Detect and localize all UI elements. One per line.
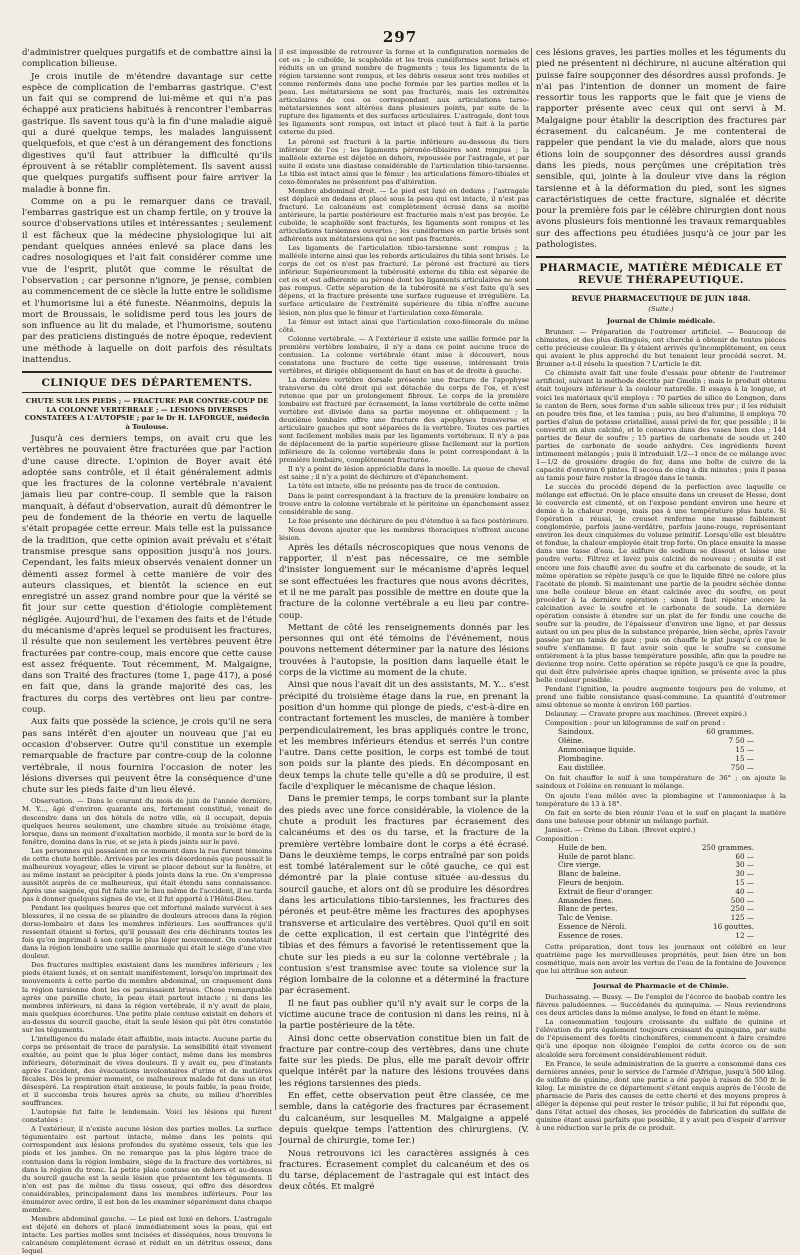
paragraph: Mettant de côté les renseignements donnés par les personnes qui ont été témoins de l'événement, nous pouvons nettement déterminer par la nature des lésions trouvées à l'autopsie, la position dans laquelle était le corps de la victime au moment de la chute. [279,622,529,679]
paragraph: Le succès du procédé dépend de la perfection avec laquelle ce mélange est effectué. On le place ensuite dans un creuset de Hesse, dont le couvercle est cimenté, et on l'expose pendant environ une heure et demie à la chaleur rouge, mais pas à une température plus haute. Si l'opération a réussi, le creuset renferme une masse faiblement conglomérée, parfois jaune-verdâtre, parfois jaune-rouge, représentant environ les deux cinquièmes du volume primitif. Lorsqu'elle est bleuâtre et fondue, la chaleur employée était trop forte. On place ensuite la masse dans une tasse d'eau. Le sulfure de sodium se dissout et laisse une poudre verte. Filtrez et lavez puis calciné de nouveau ; ensuite il est encore une fois chauffé avec du soufre et du carbonate de soude, et la même opération se répète jusqu'à ce que le liquide filtré ne colore plus l'acétate de plomb. Si maintenant une partie de la poudre séchée donne une belle couleur bleue en étant calcinée avec du soufre, on peut procéder à la dernière opération ; sinon il faut répéter encore la calcination avec le soufre et le carbonate de soude. La dernière opération consiste à étendre sur un plat de fer fondu une couche de soufre sur la poudre, de l'épaisseur d'environ une ligne, et par dessus autant ou un peu plus de la substance préparée, bien sèche, après l'avoir passée par un tamis de gaze ; puis on chauffe le plat jusqu'à ce que le soufre s'enflamme. Il faut avoir soin que le soufre se consume entièrement à la plus basse température possible, afin que la poudre ne devienne trop noire. Cette opération se répète jusqu'à ce que la poudre, qui doit être pulvérisée après chaque ignition, se présente avec la plus belle couleur possible. [536,483,786,685]
quinine-body [536,1018,786,1132]
ingredient: Saindoux. [558,727,595,737]
article-body [22,434,272,797]
ingredient: Essence de Néroli. [558,921,627,931]
observation-body [22,797,272,1255]
paragraph: Ainsi donc cette observation constitue bien un fait de fracture par contre-coup des vertèbres, dans une chute faite sur les pieds. De plus, elle me paraît devoir offrir quelque intérêt par la nature des lésions trouvées dans les régions tarsiennes des pieds. [279,1033,529,1089]
quantity: 750 — [730,762,754,772]
paragraph: La tête est intacte, elle ne présente pas de trace de contusion. [288,482,500,491]
ingredient: Talc de Venise. [558,913,613,923]
paragraph: Dans le point correspondant à la fracture de la première lombaire on trouve entre la colonne vertébrale et le péritoine un épanchement assez considérable de sang. [279,491,529,516]
paragraph: Membre abdominal gauche. — Le pied est luxé en dehors. L'astragale est déjeté en dehors et placé immédiatement sous la peau, qui est intacte. Les parties molles sont incisées et disséquées, nous trouvons le calcanéum complètement écrasé et réduit en un détritus osseux, dans lequel [22,1214,272,1255]
ingredient: Huile de ben. [558,842,607,852]
paragraph: Je crois inutile de m'étendre davantage sur cette espèce de complication de l'embarras gastrique. C'est un fait qui se comprend de lui-même et qui n'a pas échappé aux praticiens habitués à rencontrer l'embarras gastrique. Ils savent tous qu'à la fin d'une maladie aiguë qui a duré quelque temps, les malades languissent quelquefois, et que c'est à un dérangement des fonctions digestives qu'il faut attribuer la difficulté qu'ils éprouvent à se rétablir complètement. Ils savent aussi que quelques purgatifs suffisent pour faire arriver la maladie à bonne fin. [22,71,272,195]
ingredient: Eau distillée. [558,762,606,772]
conclusion-paragraph: ces lésions graves, les parties molles et les téguments du pied ne présentent ni déchirure, ni aucune altération qui puisse faire soupçonner des désordres aussi profonds. Je n'ai pas l'intention de donner un moment de faire ressortir tous les rapports que le fait que je viens de rapporter présente avec ceux qui ont servi à M. Malgaigne pour établir la description des fractures par écrasement du calcanéum. Je me contenterai de rappeler que pendant la vie du malade, alors que nous étions loin de soupçonner des désordres aussi grands dans les pieds, nous perçûmes une crépitation très sensible, qui, jointe à la douleur vive dans la région tarsienne et à la déformation du pied, sont les signes caractéristiques de cette fracture, signalée et décrite pour la première fois par le célèbre chirurgien dont nous avons plusieurs fois mentionné les travaux remarquables sur des affections peu étudiées jusqu'à ce jour par les pathologistes. [536,48,786,251]
paragraph: Le foie présente une déchirure de peu d'étendue à sa face postérieure. [288,516,530,525]
paragraph: Il ne faut pas oublier qu'il n'y avait sur le corps de la victime aucune trace de contusion ni dans les reins, ni à la partie postérieure de la tête. [279,998,529,1032]
paragraph: Ce chimiste avait fait une foule d'essais pour obtenir de l'outremer artificiel, suivant la méthode décrite par Gmelin ; mais le produit obtenu était toujours inférieur à la couleur naturelle. Il essaya à la longue, et voici les matériaux qu'il employa : 70 parties de silice de Longnon, dans le canton de Bern, sous forme d'un sable siliceux très pur ; il les réduisit en poudre très fine, et les tamisa ; puis, au lieu d'alumine, il employa 70 parties d'alun de potasse cristallisé, aussi privé de fer, que possible ; il le convertit en alun calciné, et le conserva dans des vases bien clos ; 144 parties de fleur de soufre ; 15 parties de carbonate de soude et 240 parties de carbonate de soude anhydre. Ces ingrédients furent intimement mélangés ; puis il introduisit 1/2—1 once de ce mélange avec 1—1/2 de grossière dragée de fer, dans une boîte de cuivre de la capacité d'environ 6 pintes. Il secoua de cinq à dix minutes ; puis il passa au tamis pour faire rester la dragée dans le tamis. [536,369,786,482]
paragraph: La dernière vertèbre dorsale présente une fracture de l'apophyse transverse du côté droit qui est détachée du corps de l'os, et n'est retenue que par un prolongement fibreux. Le corps de la première lombaire est fracturé par écrasement, la lame vertébrale de cette même vertèbre est divisée dans sa partie moyenne et obliquement ; la deuxième lombaire offre une fracture des apophyses transverse et articulaire gauches qui sont séparées de la vertèbre. Toutes ces parties sont facilement mobiles mais par les ligaments vertébraux. Il n'y a pas de déplacement de la partie supérieure glisse facilement sur la portion inférieure de la colonne vertébrale dans le point correspondant à la première lombaire, complètement fracturée. [279,375,529,465]
ingredient: Fleurs de benjoin. [558,878,624,887]
ingredient: Amandes fines. [558,895,614,905]
ingredient: Huile de parot blanc. [558,851,636,861]
paragraph: Dans le premier temps, le corps tombant sur la plante des pieds avec une force considérable, la violence de la chute a produit les fractures par écrasement des calcanéums et des os du tarse, et la fracture de la première vertèbre lombaire dont le corps a été écrasé. Dans le deuxième temps, le corps entraîné par son poids est tombé latéralement sur le côté gauche, ce qui est démontré par la plaie contuse située au-dessus du sourcil gauche, et alors ont dû se produire les désordres dans les articulations tibio-tarsiennes, les fractures des péronés et peut-être même les fractures des apophyses transverse et articulaire des vertèbres. Quoi qu'il en soit de cette explication, il est certain que l'intégrité des tibias et des fémurs a favorisé le retentissement que la chute sur les pieds a eu sur la colonne vertébrale ; la contusion s'est transmise avec toute sa violence sur la région lombaire de la colonne et a déterminé la fracture par écrasement. [279,794,529,997]
paragraph: Les personnes qui passaient en ce moment dans la rue furent témoins de cette chute horrible. Arrivées par les cris désordonnés que poussait le malheureux voyageur, elles le virent se placer debout sur la fenêtre, et au même instant se précipiter à pieds joints dans la rue. On s'empressa aussitôt auprès de ce malheureux, qui était étendu sans connaissance. Après une saignée, qui fut faite sur le lieu même de l'accident, il ne tarda pas à donner quelques signes de vie, et il fut apporté à l'Hôtel-Dieu. [22,846,272,903]
quantity: 60 grammes. [706,727,754,737]
quantity: 250 grammes. [701,842,754,852]
paragraph: Jusqu'à ces derniers temps, on avait cru que les vertèbres ne pouvaient être fracturées que par l'action d'une cause directe. L'opinion de Boyer avait été adoptée sans contrôle, et il était généralement admis que les fractures de la colonne vertébrale n'avaient jamais lieu par contre-coup. Il semble que la raison manquait, à défaut d'observation, aurait dû démontrer le peu de fondement de la théorie en vertu de laquelle s'était propagée cette erreur. Mais telle est la puissance de la tradition, que cette opinion avait prévalu et s'était transmise presque sans opposition jusqu'à nos jours. Cependant, les faits mieux observés venaient donner un démenti assez formel à cette manière de voir des auteurs classiques, et bientôt la science en eut enregistré un assez grand nombre pour que la vérité se fit jour sur cette question d'étiologie complètement négligée. Aujourd'hui, de l'examen des faits et de l'étude du mécanisme d'après lequel se produisent les fractures, il résulte que non seulement les vertèbres peuvent être fracturées par contre-coup, mais encore que cette cause est assez fréquente. Tout récemment, M. Malgaigne, dans son Traité des fractures (tome 1, page 417), a posé en fait que, dans la grande majorité des cas, les fractures du corps des vertèbres ont lieu par contre-coup. [22,433,272,716]
delaunay-notes [536,774,786,824]
column-left [22,48,272,1255]
jamisot-intro: Composition : [536,834,583,843]
quantity: 12 — [735,930,754,940]
paragraph: Membre abdominal droit. — Le pied est luxé en dedans ; l'astragale est déplacé en dedans et placé sous la peau qui est intacte, il n'est pas fracturé. Le calcanéum est complètement écrasé dans sa moitié antérieure, la partie postérieure est fracturée mais n'est pas broyée. Le cuboïde, le scaphoïde sont fracturés, les ligaments sont rompus et les articulations tarsiennes ouvertes ; les cunéiformes en partie brisés sont adhérents aux métatarsiens qui ne sont pas fracturés. [279,186,529,244]
paragraph: La consommation toujours croissante du sulfate de quinine et l'élévation du prix également toujours croissant du quinquina, par suite de l'épuisement des forêts cinchonifères, commencent à faire craindre qu'à une époque non éloignée l'emploi de cette écorce ou de son alcaloïde sera forcément considérablement réduit. [536,1018,786,1059]
paragraph: Nous devons ajouter que les membres thoraciques n'offrent aucune lésion. [279,525,529,542]
recipe-row [558,932,786,941]
paragraph: A l'extérieur, il n'existe aucune lésion des parties molles. La surface tégumentaire est partout intacte, même dans les points qui correspondent aux lésions profondes du système osseux, tels que les pieds et les jambes. On ne remarque pas la plus légère trace de contusion dans la région lombaire, siège de la fracture des vertèbres, ni dans la région du tronc. La petite plaie contuse en dehors et au-dessus du sourcil gauche est la seule lésion que présentent les téguments. Il n'en est pas de même du tissu osseux, qui offre des désordres considérables, principalement dans les membres inférieurs. Pour les énumérer avec ordre, il est bon de les examiner séparément dans chaque membre. [22,1125,272,1214]
intro-text [22,48,272,366]
paragraph: L'intelligence du malade était affaiblie, mais intacte. Aucune partie du corps ne présentait de trace de paralysie. La sensibilité était vivement exaltée, au point que le plus léger contact, même dans les membres inférieurs, déterminait de vives douleurs. Il y avait eu, peu d'instants après l'accident, des évacuations involontaires d'urine et de matières fécales. Dès le premier moment, ce malheureux malade fut dans un état désespéré. La respiration était anxieuse, le pouls faible, la peau froide, et il succomba trois heures après sa chute, au milieu d'horribles souffrances. [22,1034,272,1108]
ingredient: Ammoniaque liquide. [558,745,636,755]
duchassaing-title: Duchassaing. — Bussy. — De l'emploi de l'écorce de baobab contre les fièvres paludéennes. — Succédanés du quinquina. — Nous reviendrons ces deux articles dans la même analyse, le fond en étant le même. [536,993,786,1018]
quantity: 15 — [735,878,754,887]
quantity: 500 — [730,895,754,905]
paragraph: Après les détails nécroscopiques que nous venons de rapporter, il n'est pas nécessaire, ce me semble d'insister longuement sur le mécanisme d'après lequel se sont effectuées les fractures que nous avons décrites, et il ne me paraît pas possible de mettre en doute que la fracture de la colonne vertébrale a eu lieu par contre-coup. [279,542,529,621]
section-title-clinique: CLINIQUE DES DÉPARTEMENTS. [22,371,272,393]
page-number: 297 [382,28,418,46]
paragraph: d'administrer quelques purgatifs et de combattre ainsi la complication bilieuse. [22,48,272,70]
delaunay-intro: Composition : pour un kilogramme de suif on prend : [545,719,725,728]
pharmacy-body [536,328,786,709]
ingredient: Blanc de baleine. [558,869,621,879]
paragraph: En France, le seule administration de la guerre a consommé dans ces dernières années, pour le service de l'armée d'Afrique, jusqu'à 500 kilog. de sulfate de quinine, dont une partie a été payée à raison de 550 fr. le kilog. Le ministre de ce département s'étant enquis auprès de l'école de pharmacie de Paris des causes de cette cherté et des moyens propres à alléger la dépense qui peut rester le trésor public, il lui fut répondu que, dans l'état actuel des choses, les procédés de fabrication du sulfate de quinine étant aussi parfaits que possible, il y avait peu d'espoir d'arriver à une réduction sur le prix de ce produit. [536,1059,786,1132]
paragraph: On fait chauffer le suif à une température de 36° ; on ajoute le saindoux et l'oléine en remuant le mélange. [536,774,786,791]
paragraph: On ajoute l'eau mêlée avec la plombagine et l'ammoniaque à la température de 13 à 18°. [536,791,786,808]
paragraph: Colonne vertébrale. — A l'extérieur il existe une saillie formée par la première vertèbre lombaire, il n'y a dans ce point aucune trace de contusion. La colonne vertébrale étant mise à découvert, nous constatons une fracture de cette tige osseuse, intéressant trois vertèbres, et dirigée obliquement de haut en bas et de droite à gauche. [279,334,529,375]
paragraph: Des fractures multiples existaient dans les membres inférieurs ; les pieds étaient luxés, et on sentait manifestement, lorsqu'on imprimait des mouvements à cette partie du membre abdominal, un craquement dans la région tarsienne dont les os paraissaient brisés. Chose remarquable après une pareille chute, la peau était partout intacte ; ni dans les membres inférieurs, ni dans la région vertébrale, il n'y avait de plaie, mais quelques écorchures. Une petite plaie contuse existait en dehors et au-dessus du sourcil gauche, était la seule lésion qui pût être constatée sur les téguments. [22,961,272,1034]
paragraph: Le fémur est intact ainsi que l'articulation coxo-fémorale du même côté. [279,317,529,334]
quantity: 15 — [735,753,754,763]
paragraph: Comme on a pu le remarquer dans ce travail, l'embarras gastrique est un champ fertile, on y trouve la source d'observations utiles et intéressantes ; seulement il est fâcheux que la médecine physiologique lui ait pendant quelques années enlevé sa place dans les cadres nosologiques et l'ait fait considérer comme une vue de l'esprit, plutôt que comme le résultat de l'observation ; car personne n'ignore, je pense, combien au commencement de ce siècle la lutte entre le solidisme et l'humorisme lui a été funeste. Néanmoins, depuis la mort de Broussais, le solidisme perd tous les jours de son influence au lit du malade, et l'humorisme, soutenu par des praticiens distingués de notre époque, redevient une méthode à laquelle on doit parfois des résultats inattendus. [22,196,272,366]
ingredient: Essence de roses. [558,930,623,940]
paragraph: Nous retrouvons ici les caractères assignés à ces fractures. Écrasement complet du calcanéum et des os du tarse, déplacement de l'astragale qui est intact des deux côtés. Et malgré [279,1148,529,1193]
jamisot-note: Cette préparation, dont tous les journaux ont célébré en leur quatrième page les merveilleuses propriétés, peut bien être un bon cosmétique, mais non avoir les vertus de l'eau de la fontaine de Jouvence que lui attribue son auteur. [536,942,786,975]
article-heading: CHUTE SUR LES PIEDS ; — FRACTURE PAR CONTRE-COUP DE LA COLONNE VERTÉBRALE ; — LÉSIONS DIVERSES CONSTATÉES A L'AUTOPSIE ; par le Dr H. LAFORGUE, médecin à Toulouse. [24,397,270,431]
paragraph: il est impossible de retrouver la forme et la configuration normales de cet os ; le cuboïde, le scaphoïde et les trois cunéiformes sont brisés et réduits en un grand nombre de fragments ; tous les ligaments de la région tarsienne sont rompus, et les débris osseux sont très mobiles et comme renfermés dans une poche formée par les parties molles et la peau. Les métatarsiens ne sont pas fracturés, mais les extrémités articulaires de ces os correspondant aux articulations tarso-métatarsiennes sont altérées dans plusieurs points, par suite de la rupture des ligaments et des surfaces articulaires. L'astragale, dont tous les ligaments sont rompus, est intact et placé tout à fait à la partie externe du pied. [279,48,529,137]
paragraph: Les ligaments de l'articulation tibio-tarsienne sont rompus ; la malléole interne ainsi que les rebords articulaires du tibia sont brisés. Le corps de cet os n'est pas fracturé. Le péroné est fracturé au tiers inférieur. Supérieurement la tubérosité externe du tibia est séparée de cet os et est adhérente au péroné dont les ligaments articulaires ne sont pas rompus. Cette séparation de la tubérosité ne s'est faite qu'à ses dépens, et la fracture présente une surface rugueuse et irrégulière. La surface articulaire de l'extrémité supérieure du tibia n'offre aucune lésion, non plus que le fémur et l'articulation coxo-fémorale. [279,244,529,317]
quantity: 125 — [730,913,754,923]
recipe-row [558,764,786,773]
ingredient: Cire vierge. [558,860,601,870]
paragraph: Aux faits que possède la science, je crois qu'il ne sera pas sans intérêt d'en ajouter un nouveau que j'ai eu occasion d'observer. Outre qu'il constitue un exemple remarquable de fracture par contre-coup de la colonne vertébrale, il nous fournira l'occasion de noter les lésions diverses qui peuvent être la conséquence d'une chute sur les pieds faite d'un lieu élevé. [22,717,272,796]
paragraph: On fait en sorte de bien réunir l'eau et le suif en plaçant la matière dans une bateuse pour obtenir un mélange parfait. [536,808,786,825]
quantity: 30 — [735,860,754,870]
jamisot-title: Jamisot. — Crème du Liban. (Brevet expiré.) [545,825,696,834]
ingredient: Oléine. [558,736,584,746]
discussion-body [279,543,529,1194]
journal-heading-2: Journal de Pharmacie et de Chimie. [593,981,729,990]
section-title-pharmacie: PHARMACIE, MATIÈRE MÉDICALE ET REVUE THÉRAPEUTIQUE. [536,256,786,290]
revue-heading: REVUE PHARMACEUTIQUE DE JUIN 1848. [571,294,751,304]
revue-suite: (Suite.) [648,305,674,314]
quantity: 30 — [735,869,754,879]
journal-heading: Journal de Chimie médicale. [606,316,716,325]
column-middle [279,48,530,1193]
quantity: 60 — [735,851,754,861]
paragraph: Il n'y a point de lésion appréciable dans la moelle. La queue de cheval est saine ; il n'y a point de déchirure et d'épanchement. [279,465,529,482]
paragraph: Brunner. — Préparation de l'outremer artificiel. — Beaucoup de chimistes, et des plus distingués, ont cherché à obtenir de toutes pièces cette précieuse couleur. Ils y étaient arrivés qu'incomplètement, ou ceux qui avaient le plus approché du but tenaient leur procédé secret. M. Brunner a-t-il résolu la question ? L'article le dit. [536,328,786,369]
paragraph: L'autopsie fut faite le lendemain. Voici les lésions qui furent constatées : [22,1108,272,1125]
column-rule [275,48,276,1110]
recipe-table-2 [558,844,786,941]
autopsy-details [279,48,529,542]
quantity: 7 50 — [728,736,754,746]
paragraph: Le péroné est fracturé à la partie inférieure au-dessous du tiers inférieur de l'os ; les ligaments péronéo-tibiaires sont rompus ; la malléole externe est déjetée en dehors, repoussée par l'astragale, et par suite il existe une diastase considérable de l'articulation tibio-tarsienne. Le tibia est intact ainsi que le fémur ; les articulations fémoro-tibiales et coxo-fémorales ne présentent pas d'altération. [279,137,529,186]
ingredient: Blanc de pertes. [558,904,618,914]
recipe-table-1 [558,728,786,772]
delaunay-title: Delaunay. — Cravate propre aux machines. (Brevet expiré.) [545,710,747,719]
paragraph: Ainsi que nous l'avait dit un des assistants, M. Y... s'est précipité du troisième étage dans la rue, en prenant la position d'un homme qui plonge de pieds, c'est-à-dire en contractant fortement les muscles, de manière à tomber perpendiculairement, les bras appliqués contre le tronc, et les membres inférieurs étendus et serrés l'un contre l'autre. Dans cette position, le corps est tombé de tout son poids sur la plante des pieds. En décomposant en deux temps la chute telle qu'elle a dû se produire, il est facile d'expliquer le mécanisme de chaque lésion. [279,680,529,793]
paragraph: En effet, cette observation peut être classée, ce me semble, dans la catégorie des fractures par écrasement du calcanéum, sur lesquelles M. Malgaigne a appelé depuis quelque temps l'attention des chirurgiens. (V. Journal de chirurgie, tome Ier.) [279,1091,529,1147]
divider [576,978,746,979]
column-rule [531,48,532,1110]
quantity: 15 — [735,745,754,755]
quantity: 250 — [730,904,754,914]
quantity: 40 — [735,886,754,896]
ingredient: Plombagine. [558,753,604,763]
paragraph: Observation. — Dans le courant du mois de juin de l'année dernière, M. Y..., âgé d'environ quarante ans, fortement constitué, venait de descendre dans un des hôtels de notre ville, où il occupait, depuis quelques heures seulement, une chambre située au troisième étage, lorsque, dans un moment d'exaltation morbide, il monta sur le bord de la fenêtre, domina dans la rue, et se jeta à pieds joints sur le pavé. [22,797,272,846]
paragraph: Pendant les quelques heures que cet infortuné malade survécut à ses blessures, il ne cessa de se plaindre de douleurs atroces dans la région dorso-lombaire et dans les membres inférieurs. Les souffrances qu'il ressentait étaient si fortes, qu'il poussait des cris déchirants toutes les fois qu'on imprimait à son corps le plus léger mouvement. On constatait dans la région lombaire une saillie anormale qui était le siège d'une vive douleur. [22,904,272,961]
ingredient: Extrait de fleur d'oranger. [558,886,653,896]
paragraph: Pendant l'ignition, la poudre augmente toujours peu de volume, et prend une faible consistance quasi-commune. La quantité d'outremer ainsi obtenue se monte à environ 160 parties. [536,685,786,710]
column-right [536,48,786,1132]
quantity: 16 gouttes. [713,921,754,931]
